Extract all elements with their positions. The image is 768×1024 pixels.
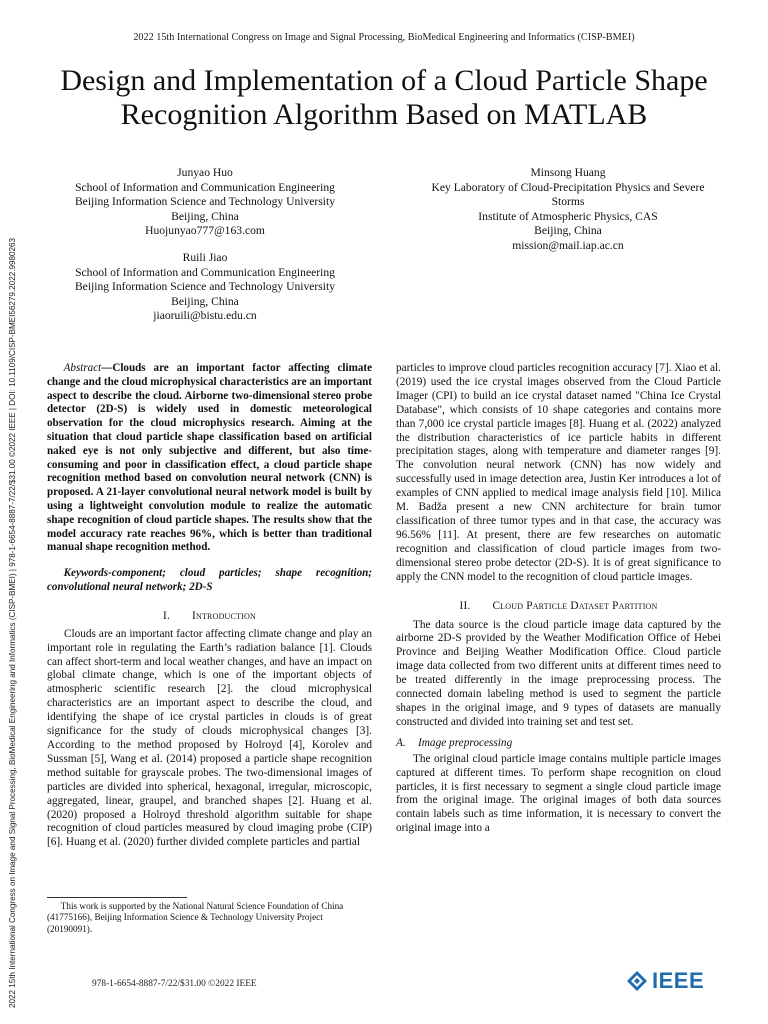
abstract <box>47 362 372 555</box>
author-affiliation: School of Information and Communication Engineering <box>75 180 335 194</box>
footnote-text: This work is supported by the National Natural Science Foundation of China (41775166), Beijing Information Science & Technology University Project (20190091). <box>47 901 344 934</box>
author-affiliation: Beijing Information Science and Technology University <box>74 280 336 294</box>
isbn-line: 978-1-6654-8887-7/22/$31.00 ©2022 IEEE <box>92 979 257 989</box>
author-email: Huojunyao777@163.com <box>145 224 265 238</box>
subsection-number: A. <box>396 736 406 749</box>
author-affiliation: Storms <box>551 195 585 209</box>
author-location: Beijing, China <box>534 224 602 238</box>
introduction-paragraph: Clouds are an important factor affecting climate change and play an important role in regulating the Earth’s radiation balance [1]. Clouds can affect short-term and local weather changes, and have an impact on global climate change, which is one of the important objects of atmospheric scientific research [2]. the cloud microphysical characteristics are an important aspect to describe the cloud, and identifying the shape of ice crystal particles in clouds is of great significance for the study of clouds microphysical changes [3]. According to the method proposed by Holroyd [4], Korolev and Sussman [5], Wang et al. (2014) proposed a particle shape recognition method suitable for grayscale probes. The two-dimensional images of particles are divided into spherical, hexagonal, irregular, microscopic, aggregated, linear, graupel, and branched shapes [2]. Huang et al. (2020) proposed a Holroyd threshold algorithm suitable for shape recognition of cloud particles measured by cloud imaging probe (CIP) [6]. Huang et al. (2020) further divided complete particles and partial <box>47 627 372 849</box>
author-name: Ruili Jiao <box>182 251 228 264</box>
author-email: mission@mail.iap.ac.cn <box>512 238 624 252</box>
author-location: Beijing, China <box>171 209 239 223</box>
author-affiliation: Beijing Information Science and Technology University <box>74 195 336 209</box>
subsection-heading-image-preprocessing <box>396 736 721 750</box>
subsection-title: Image preprocessing <box>418 736 513 749</box>
section-heading-dataset-partition <box>396 599 721 613</box>
abstract-text: —Clouds are an important factor affecting climate change and the cloud microphysical characteristics are an important aspect to describe the cloud. Airborne two-dimensional stereo probe detector (2D-S) is widely used in domestic meteorological observation for the cloud microphysics research. Aiming at the situation that cloud particle shape classification based on artificial naked eye is not only subjective and different, but also time-consuming and poor in classification effect, a cloud particle shape recognition method based on convolution neural network (CNN) is proposed. A 21-layer convolutional neural network model is built by using a lightweight convolution module to realize the automatic shape recognition of cloud particle shapes. The results show that the model accuracy rate reaches 96%, which is better than traditional manual shape recognition method. <box>47 362 372 554</box>
author-affiliation: Key Laboratory of Cloud-Precipitation Physics and Severe <box>431 180 705 194</box>
author-block-2 <box>398 166 738 254</box>
section-title: Cloud Particle Dataset Partition <box>492 599 658 612</box>
conference-header: 2022 15th International Congress on Image and Signal Processing, BioMedical Engineering and Informatics (CISP-BMEI) <box>133 32 635 43</box>
preprocessing-paragraph: The original cloud particle image contains multiple particle images captured at different times. To perform shape recognition on cloud particles, it is first necessary to segment a single cloud particle image from the original image. The original images of both data sources contain labels such as time information, it is necessary to convert the original image into a <box>396 752 721 835</box>
introduction-paragraph-continued: particles to improve cloud particles recognition accuracy [7]. Xiao et al. (2019) used the ice crystal images observed from the Cloud Particle Imager (CPI) to build an ice crystal dataset named "China Ice Crystal Database", which consists of 10 shape categories and contains more than 7,000 ice crystal particle images [8]. Huang et al. (2022) analyzed the distribution characteristics of ice particle habits in different precipitation stages, along with temperature and diameter ranges [9]. The convolution neural network (CNN) has now widely and successfully used in image detection area, Justin Ker introduces a lot of examples of CNN applied to medical image analysis field [10]. Milica M. Badža present a new CNN architecture for brain tumor classification of three tumor types and in that case, the accuracy was 96.56% [11]. At present, there are few researches on automatic recognition and classification of cloud particle images from two-dimensional stereo probe detector (2D-S). It is of great significance to apply the CNN model to the recognition of cloud particle images. <box>396 362 721 583</box>
author-affiliation: School of Information and Communication Engineering <box>75 265 335 279</box>
section-title: Introduction <box>192 609 256 622</box>
dataset-paragraph: The data source is the cloud particle image data captured by the airborne 2D-S provided by the Weather Modification Office of Hebei Province and Beijing Weather Modification Office. Cloud particle image data collected from two different units at different times need to be treated differently in the image preprocessing process. The connected domain labeling method is used to segment the particle shapes in the original image, and 9 types of datasets are manually constructed and divided into training set and test set. <box>396 618 721 728</box>
title-line-1: Design and Implementation of a Cloud Particle Shape <box>60 64 708 97</box>
keywords: Keywords-component; cloud particles; shape recognition; convolutional neural network; 2D-S <box>47 567 372 593</box>
ieee-wordmark: IEEE <box>652 968 705 993</box>
title-line-2: Recognition Algorithm Based on MATLAB <box>120 98 648 131</box>
author-name: Minsong Huang <box>530 166 606 179</box>
section-heading-introduction <box>47 609 372 623</box>
footnote-rule <box>47 897 187 898</box>
ieee-diamond-icon <box>626 970 648 992</box>
author-email: jiaoruili@bistu.edu.cn <box>153 309 257 323</box>
doi-sidebar: 2022 15th International Congress on Image and Signal Processing, BioMedical Engineering and Informatics (CISP-BMEI) | 978-1-6654-8887-7/22/$31.00 ©2022 IEEE | DOI: 10.1109/CISP-BMEI56279.2022.9980263 <box>8 238 17 1008</box>
author-location: Beijing, China <box>171 294 239 308</box>
section-number: II. <box>459 599 471 612</box>
author-block-1 <box>40 166 370 239</box>
author-block-3 <box>40 251 370 324</box>
ieee-logo <box>626 968 704 994</box>
author-affiliation: Institute of Atmospheric Physics, CAS <box>478 209 658 223</box>
author-name: Junyao Huo <box>177 166 233 179</box>
abstract-label: Abstract <box>63 362 102 374</box>
footnote <box>47 901 367 935</box>
section-number: I. <box>163 609 171 622</box>
right-column <box>396 362 721 836</box>
paper-title <box>30 64 738 132</box>
left-column <box>47 362 372 850</box>
